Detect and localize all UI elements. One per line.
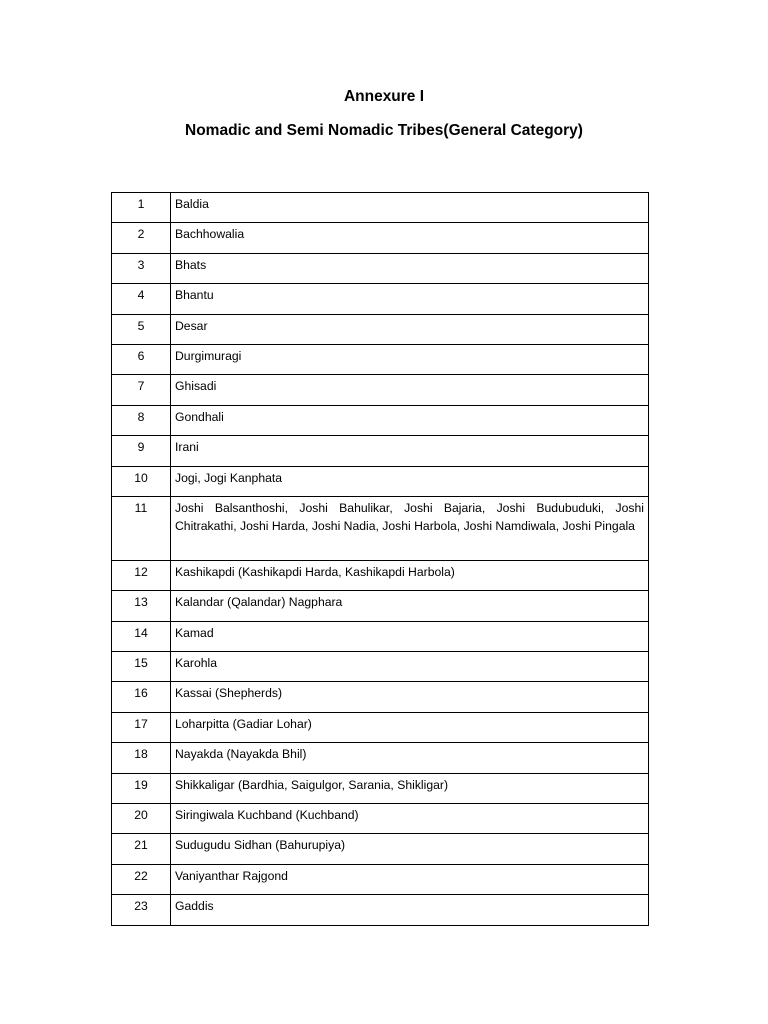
- tribe-name-cell: Kashikapdi (Kashikapdi Harda, Kashikapdi Harbola): [171, 560, 649, 590]
- serial-number-cell: 22: [112, 864, 171, 894]
- serial-number-cell: 20: [112, 804, 171, 834]
- table-row: [112, 895, 649, 925]
- tribe-name-cell: Gondhali: [171, 405, 649, 435]
- tribe-name-cell: Jogi, Jogi Kanphata: [171, 466, 649, 496]
- serial-number-cell: 14: [112, 621, 171, 651]
- serial-number-cell: 16: [112, 682, 171, 712]
- table-row: [112, 223, 649, 253]
- serial-number-cell: 4: [112, 284, 171, 314]
- serial-number-cell: 15: [112, 652, 171, 682]
- serial-number-cell: 3: [112, 253, 171, 283]
- table-row: [112, 652, 649, 682]
- table-row: [112, 591, 649, 621]
- serial-number-cell: 10: [112, 466, 171, 496]
- table-row: [112, 804, 649, 834]
- tribe-name-cell: Sudugudu Sidhan (Bahurupiya): [171, 834, 649, 864]
- serial-number-cell: 12: [112, 560, 171, 590]
- serial-number-cell: 23: [112, 895, 171, 925]
- tribe-name-cell: Kalandar (Qalandar) Nagphara: [171, 591, 649, 621]
- tribe-name-cell: Kassai (Shepherds): [171, 682, 649, 712]
- table-row: [112, 375, 649, 405]
- tribe-name-cell: Loharpitta (Gadiar Lohar): [171, 712, 649, 742]
- tribe-name-cell: Kamad: [171, 621, 649, 651]
- serial-number-cell: 13: [112, 591, 171, 621]
- tribe-name-cell: Bhats: [171, 253, 649, 283]
- table-row: [112, 773, 649, 803]
- serial-number-cell: 21: [112, 834, 171, 864]
- tribe-name-cell: Gaddis: [171, 895, 649, 925]
- tribe-name-cell: Bhantu: [171, 284, 649, 314]
- tribe-name-cell: Joshi Balsanthoshi, Joshi Bahulikar, Joshi Bajaria, Joshi Budubuduki, Joshi Chitrakathi, Joshi Harda, Joshi Nadia, Joshi Harbola, Joshi Namdiwala, Joshi Pingala: [171, 496, 649, 560]
- tribe-name-cell: Siringiwala Kuchband (Kuchband): [171, 804, 649, 834]
- table-row: [112, 682, 649, 712]
- tribe-name-cell: Baldia: [171, 193, 649, 223]
- table-row: [112, 466, 649, 496]
- serial-number-cell: 18: [112, 743, 171, 773]
- table-row: [112, 314, 649, 344]
- serial-number-cell: 7: [112, 375, 171, 405]
- table-row: [112, 284, 649, 314]
- table-row: [112, 405, 649, 435]
- tribe-name-cell: Irani: [171, 436, 649, 466]
- table-row: [112, 344, 649, 374]
- table-row: [112, 743, 649, 773]
- page-title: Annexure I: [343, 88, 425, 105]
- serial-number-cell: 6: [112, 344, 171, 374]
- table-row: [112, 834, 649, 864]
- table-row: [112, 864, 649, 894]
- tribe-name-cell: Desar: [171, 314, 649, 344]
- tribe-name-cell: Nayakda (Nayakda Bhil): [171, 743, 649, 773]
- serial-number-cell: 1: [112, 193, 171, 223]
- tribe-name-cell: Bachhowalia: [171, 223, 649, 253]
- tribe-name-cell: Karohla: [171, 652, 649, 682]
- tribes-table: [111, 192, 649, 926]
- serial-number-cell: 8: [112, 405, 171, 435]
- tribe-name-cell: Shikkaligar (Bardhia, Saigulgor, Sarania, Shikligar): [171, 773, 649, 803]
- table-row: [112, 436, 649, 466]
- serial-number-cell: 19: [112, 773, 171, 803]
- serial-number-cell: 2: [112, 223, 171, 253]
- tribe-name-cell: Durgimuragi: [171, 344, 649, 374]
- table-row: [112, 560, 649, 590]
- table-row: [112, 193, 649, 223]
- page-subtitle: Nomadic and Semi Nomadic Tribes(General Category): [185, 122, 583, 139]
- serial-number-cell: 17: [112, 712, 171, 742]
- tribe-name-cell: Vaniyanthar Rajgond: [171, 864, 649, 894]
- tribe-name-cell: Ghisadi: [171, 375, 649, 405]
- tribes-table-body: [112, 193, 649, 926]
- table-row: [112, 496, 649, 560]
- table-row: [112, 712, 649, 742]
- serial-number-cell: 11: [112, 496, 171, 560]
- serial-number-cell: 5: [112, 314, 171, 344]
- table-row: [112, 621, 649, 651]
- serial-number-cell: 9: [112, 436, 171, 466]
- table-row: [112, 253, 649, 283]
